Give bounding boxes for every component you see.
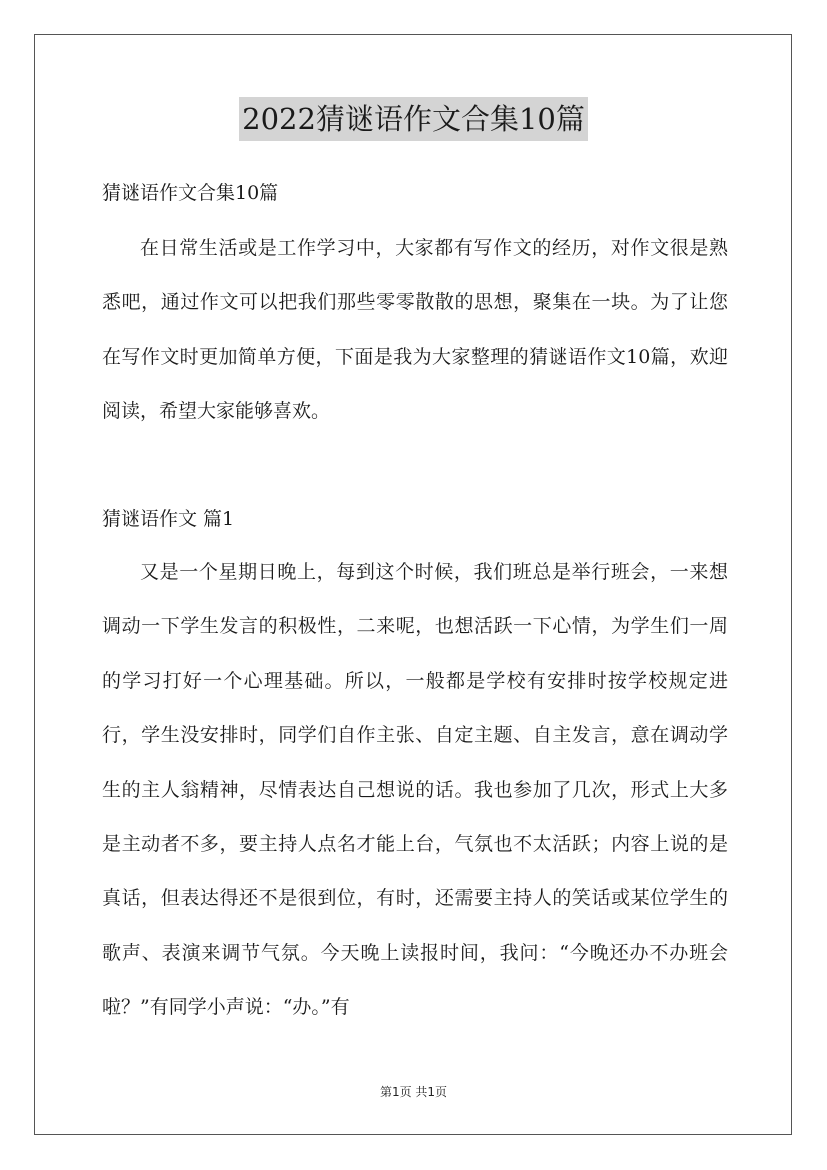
title-container (0, 97, 827, 141)
page-footer: 第1页 共1页 (379, 1085, 448, 1099)
intro-paragraph-container (102, 221, 728, 439)
section-body-paragraph: 又是一个星期日晚上，每到这个时候，我们班总是举行班会，一来想调动一下学生发言的积极性，二来呢，也想活跃一下心情，为学生们一周的学习打好一个心理基础。所以，一般都是学校有安排时按学校规定进行，学生没安排时，同学们自作主张、自定主题、自主发言，意在调动学生的主人翁精神，尽情表达自己想说的话。我也参加了几次，形式上大多是主动者不多，要主持人点名才能上台，气氛也不太活跃；内容上说的是真话，但表达得还不是很到位，有时，还需要主持人的笑话或某位学生的歌声、表演来调节气氛。今天晚上读报时间，我问：“今晚还办不办班会啦？”有同学小声说：“办。”有 (102, 561, 728, 1019)
document-subtitle: 猜谜语作文合集10篇 (102, 182, 279, 204)
document-title: 2022猜谜语作文合集10篇 (239, 97, 588, 141)
intro-paragraph: 在日常生活或是工作学习中，大家都有写作文的经历，对作文很是熟悉吧，通过作文可以把我们那些零零散散的思想，聚集在一块。为了让您在写作文时更加简单方便，下面是我为大家整理的猜谜语作文10篇，欢迎阅读，希望大家能够喜欢。 (102, 237, 728, 423)
section-body-container (102, 545, 728, 1035)
section-heading: 猜谜语作文 篇1 (102, 508, 235, 530)
